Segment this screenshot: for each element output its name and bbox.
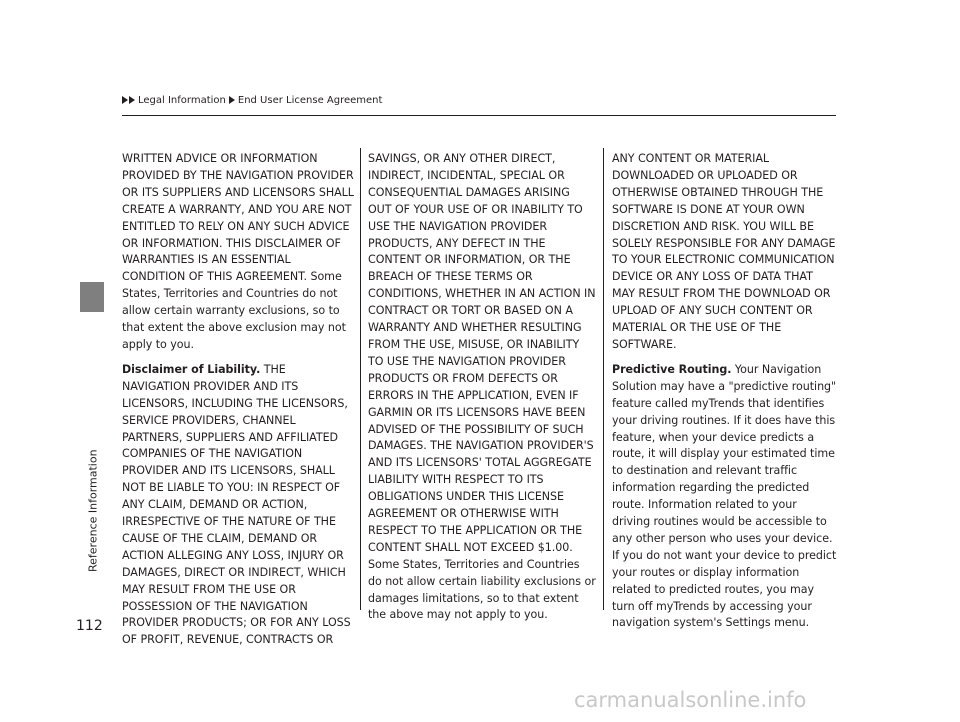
text-column-2: [368, 151, 596, 632]
breadcrumb: [122, 93, 385, 107]
section-tab-marker: [80, 282, 104, 312]
paragraph-text: ANY CONTENT OR MATERIAL DOWNLOADED OR UPLOADED OR OTHERWISE OBTAINED THROUGH THE SOFTWARE IS DONE AT YOUR OWN DISCRETION AND RISK. YOU WILL BE SOLELY RESPONSIBLE FOR ANY DAMAGE TO YOUR ELECTRONIC COMMUNICATION DEVICE OR ANY LOSS OF DATA THAT MAY RESULT FROM THE DOWNLOAD OR UPLOAD OF ANY SUCH CONTENT OR MATERIAL OR THE USE OF THE SOFTWARE.: [612, 152, 836, 351]
breadcrumb-item-legal-information[interactable]: Legal Information: [138, 94, 226, 106]
paragraph: [122, 362, 354, 649]
paragraph-text: WRITTEN ADVICE OR INFORMATION PROVIDED BY THE NAVIGATION PROVIDER OR ITS SUPPLIERS AND LICENSORS SHALL CREATE A WARRANTY, AND YOU ARE NOT ENTITLED TO RELY ON ANY SUCH ADVICE OR INFORMATION. THIS DISCLAIMER OF WARRANTIES IS AN ESSENTIAL CONDITION OF THIS AGREEMENT. Some States, Territories and Countries do not allow certain warranty exclusions, so to that extent the above exclusion may not apply to you.: [122, 152, 354, 351]
text-column-3: [612, 151, 838, 640]
paragraph-text: THE NAVIGATION PROVIDER AND ITS LICENSORS, INCLUDING THE LICENSORS, SERVICE PROVIDERS, CHANNEL PARTNERS, SUPPLIERS AND AFFILIATED COMPANIES OF THE NAVIGATION PROVIDER AND ITS LICENSORS, SHALL NOT BE LIABLE TO YOU: IN RESPECT OF ANY CLAIM, DEMAND OR ACTION, IRRESPECTIVE OF THE NATURE OF THE CAUSE OF THE CLAIM, DEMAND OR ACTION ALLEGING ANY LOSS, INJURY OR DAMAGES, DIRECT OR INDIRECT, WHICH MAY RESULT FROM THE USE OR POSSESSION OF THE NAVIGATION PROVIDER PRODUCTS; OR FOR ANY LOSS OF PROFIT, REVENUE, CONTRACTS OR: [122, 362, 351, 647]
breadcrumb-arrow-icon: [229, 96, 235, 104]
breadcrumb-arrow-icon: [129, 96, 135, 104]
column-divider: [360, 148, 361, 610]
section-label: Reference Information: [86, 449, 100, 572]
text-column-1: [122, 151, 354, 657]
paragraph-text: Your Navigation Solution may have a "predictive routing" feature called myTrends that identifies your driving routines. If it does have this feature, when your device predicts a route, it will display your estimated time to destination and relevant traffic information regarding the predicted route. Information related to your driving routines would be accessible to any other person who uses your device. If you do not want your device to predict your routes or display information related to predicted routes, you may turn off myTrends by accessing your navigation system's Settings menu.: [612, 362, 837, 630]
paragraph-heading: Predictive Routing.: [612, 362, 732, 376]
breadcrumb-arrow-icon: [122, 96, 128, 104]
paragraph: [612, 151, 838, 354]
header-divider: [122, 115, 836, 116]
paragraph: [368, 151, 596, 624]
page-number: 112: [76, 618, 103, 634]
column-divider: [603, 148, 604, 610]
watermark: carmanualsonline.info: [574, 688, 807, 712]
breadcrumb-item-eula[interactable]: End User License Agreement: [237, 94, 383, 106]
paragraph-text: SAVINGS, OR ANY OTHER DIRECT, INDIRECT, INCIDENTAL, SPECIAL OR CONSEQUENTIAL DAMAGES ARISING OUT OF YOUR USE OF OR INABILITY TO USE THE NAVIGATION PROVIDER PRODUCTS, ANY DEFECT IN THE CONTENT OR INFORMATION, OR THE BREACH OF THESE TERMS OR CONDITIONS, WHETHER IN AN ACTION IN CONTRACT OR TORT OR BASED ON A WARRANTY AND WHETHER RESULTING FROM THE USE, MISUSE, OR INABILITY TO USE THE NAVIGATION PROVIDER PRODUCTS OR FROM DEFECTS OR ERRORS IN THE APPLICATION, EVEN IF GARMIN OR ITS LICENSORS HAVE BEEN ADVISED OF THE POSSIBILITY OF SUCH DAMAGES. THE NAVIGATION PROVIDER'S AND ITS LICENSORS' TOTAL AGGREGATE LIABILITY WITH RESPECT TO ITS OBLIGATIONS UNDER THIS LICENSE AGREEMENT OR OTHERWISE WITH RESPECT TO THE APPLICATION OR THE CONTENT SHALL NOT EXCEED $1.00. Some States, Territories and Countries do not allow certain liability exclusions or damages limitations, so to that extent the above may not apply to you.: [368, 152, 596, 622]
paragraph: [612, 362, 838, 633]
paragraph: [122, 151, 354, 354]
paragraph-heading: Disclaimer of Liability.: [122, 362, 261, 376]
